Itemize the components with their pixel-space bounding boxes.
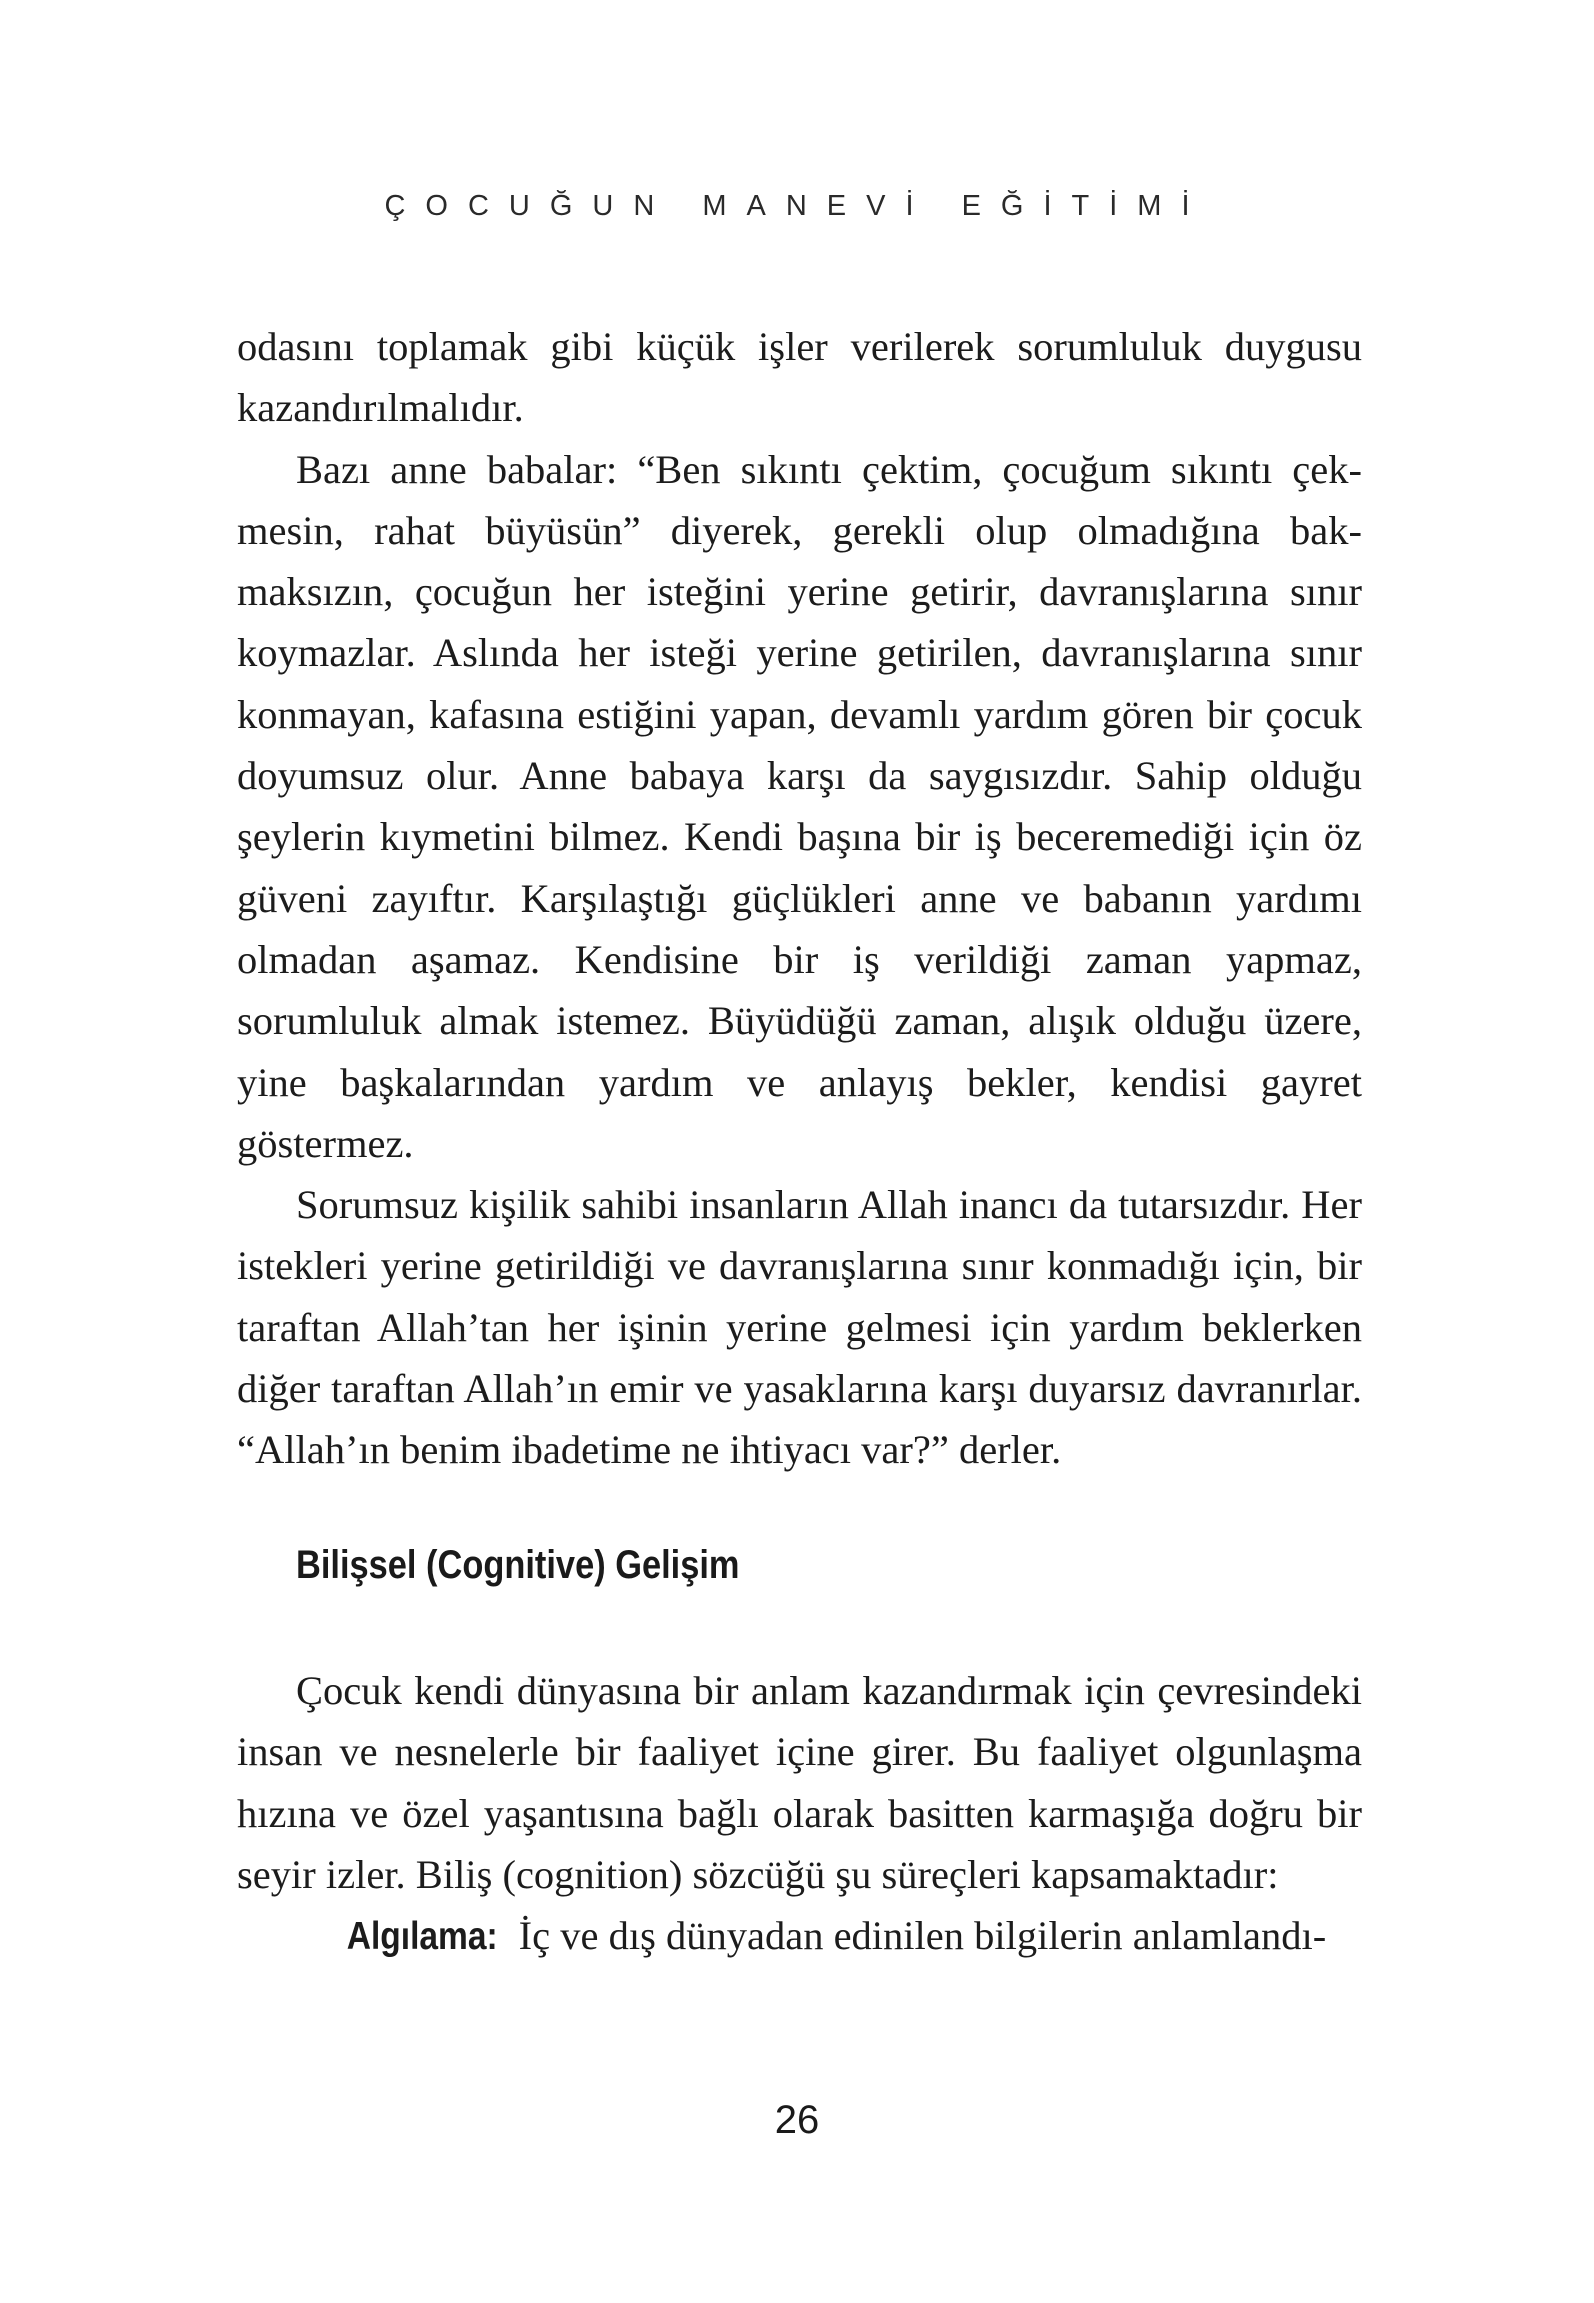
paragraph-irresponsible-personality: Sorumsuz kişilik sahibi insanların Allah inancı da tutarsızdır. Her istekleri yerine getirildiği ve davranışlarına sınır konmadığı için, bir taraftan Allah’tan her işinin yerine gelmesi için yardım beklerken diğer taraftan Allah’ın emir ve yasaklarına karşı duyarsız davranırlar. “Allah’ın benim ibadetime ne ihtiyacı var?” derler.	[237, 1182, 1362, 1473]
page-number: 26	[774, 2098, 820, 2142]
body-text-section-1	[237, 316, 1362, 1481]
term-definition: İç ve dış dünyadan edinilen bilgilerin anlamlandı-	[508, 1913, 1327, 1959]
section-heading: Bilişsel (Cognitive) Gelişim	[296, 1543, 740, 1587]
paragraph-continuation: odasını toplamak gibi küçük işler verilerek sorumluluk duygusu kazandırılmalıdır.	[237, 324, 1362, 431]
body-text-section-2	[237, 1660, 1362, 1967]
term-label: Algılama:	[346, 1915, 498, 1959]
running-header: ÇOCUĞUN MANEVİ EĞİTİMİ	[384, 190, 1210, 222]
paragraph-cognitive-intro: Çocuk kendi dünyasına bir anlam kazandırmak için çevresindeki insan ve nesnelerle bir faaliyet içine girer. Bu faaliyet olgunlaşma hızına ve özel yaşantısına bağlı olarak basitten karmaşığa doğru bir seyir izler. Biliş (cognition) sözcüğü şu süreçleri kapsamaktadır:	[237, 1668, 1362, 1897]
paragraph-perception	[237, 1905, 1362, 1967]
paragraph-indulgent-parents: Bazı anne babalar: “Ben sıkıntı çektim, çocuğum sıkıntı çekmesin, rahat büyüsün” diyerek, gerekli olup olmadığına bakmaksızın, çocuğun her isteğini yerine getirir, davranışlarına sınır koymazlar. Aslında her isteği yerine getirilen, davranışlarına sınır konmayan, kafasına estiğini yapan, devamlı yardım gören bir çocuk doyumsuz olur. Anne babaya karşı da saygısızdır. Sahip olduğu şeylerin kıymetini bilmez. Kendi başına bir iş beceremediği için öz güveni zayıftır. Karşılaştığı güçlükleri anne ve babanın yardımı olmadan aşamaz. Kendisine bir iş verildiği zaman yapmaz, sorumluluk almak istemez. Büyüdüğü zaman, alışık olduğu üzere, yine başkalarından yardım ve anlayış bekler, kendisi gayret göstermez.	[237, 446, 1362, 1166]
